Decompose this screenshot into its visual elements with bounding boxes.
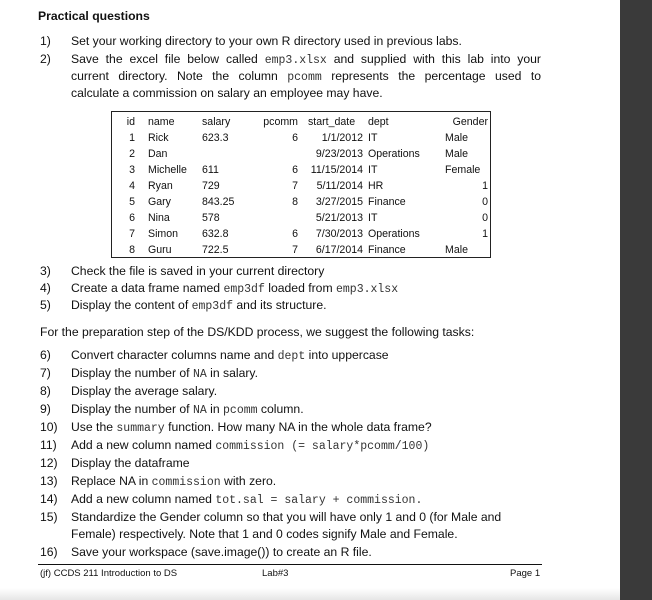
table-cell-gender: 1 <box>482 180 488 192</box>
table-header-dept: dept <box>368 116 389 128</box>
table-cell-name: Michelle <box>148 164 187 176</box>
table-cell-dept: Operations <box>368 228 420 240</box>
item-11-number: 11) <box>40 438 57 452</box>
table-cell-dept: Operations <box>368 148 420 160</box>
table-cell-name: Rick <box>148 132 169 144</box>
table-cell-id: 2 <box>129 148 135 160</box>
table-cell-gender: 0 <box>482 212 488 224</box>
item-2-line-2: current directory. Note the column pcomm represents the percentage used to <box>71 69 541 84</box>
table-cell-salary: 722.5 <box>202 244 229 256</box>
table-cell-name: Ryan <box>148 180 173 192</box>
table-cell-pcomm: 7 <box>292 244 298 256</box>
item-5-text: Display the content of emp3df and its structure. <box>71 298 327 313</box>
table-cell-id: 7 <box>129 228 135 240</box>
table-cell-pcomm: 6 <box>292 164 298 176</box>
table-cell-name: Guru <box>148 244 172 256</box>
table-cell-salary: 843.25 <box>202 196 235 208</box>
table-cell-name: Simon <box>148 228 179 240</box>
table-cell-id: 1 <box>129 132 135 144</box>
item-7-number: 7) <box>40 366 51 380</box>
table-cell-gender: Female <box>445 164 481 176</box>
item-12-text: Display the dataframe <box>71 456 190 470</box>
table-header-id: id <box>126 116 135 128</box>
item-7-text: Display the number of NA in salary. <box>71 366 258 381</box>
table-cell-pcomm: 8 <box>292 196 298 208</box>
footer-center: Lab#3 <box>262 568 289 579</box>
table-cell-salary: 623.3 <box>202 132 229 144</box>
item-6-text: Convert character columns name and dept into uppercase <box>71 348 389 363</box>
table-cell-id: 5 <box>129 196 135 208</box>
footer-right: Page 1 <box>510 568 541 579</box>
table-cell-gender: 0 <box>482 196 488 208</box>
item-4-text: Create a data frame named emp3df loaded from emp3.xlsx <box>71 281 399 296</box>
item-13-text: Replace NA in commission with zero. <box>71 474 277 489</box>
table-cell-salary: 578 <box>202 212 220 224</box>
table-cell-gender: Male <box>445 132 468 144</box>
table-cell-pcomm: 6 <box>292 228 298 240</box>
table-header-salary: salary <box>202 116 231 128</box>
table-header-name: name <box>148 116 175 128</box>
table-cell-dept: IT <box>368 212 378 224</box>
item-11-text: Add a new column named commission (= salary*pcomm/100) <box>71 438 430 453</box>
item-9-text: Display the number of NA in pcomm column. <box>71 402 304 417</box>
table-cell-name: Gary <box>148 196 171 208</box>
table-cell-salary: 729 <box>202 180 220 192</box>
viewer-scroll-area[interactable] <box>620 0 652 600</box>
table-cell-start-date: 5/21/2013 <box>315 212 363 224</box>
table-header-pcomm: pcomm <box>263 116 298 128</box>
table-cell-id: 6 <box>129 212 135 224</box>
table-cell-start-date: 1/1/2012 <box>321 132 363 144</box>
table-header-gender: Gender <box>452 116 488 128</box>
table-cell-gender: Male <box>445 148 468 160</box>
table-cell-start-date: 7/30/2013 <box>315 228 363 240</box>
item-15-line-1: Standardize the Gender column so that you will have only 1 and 0 (for Male and <box>71 510 502 524</box>
table-header-start-date: start_date <box>308 116 356 128</box>
item-13-number: 13) <box>40 474 58 488</box>
table-cell-pcomm: 6 <box>292 132 298 144</box>
item-9-number: 9) <box>40 402 51 416</box>
table-cell-gender: 1 <box>482 228 488 240</box>
table-cell-name: Nina <box>148 212 170 224</box>
footer-divider <box>38 564 542 565</box>
item-16-text: Save your workspace (save.image()) to create an R file. <box>71 545 372 559</box>
item-3-text: Check the file is saved in your current directory <box>71 264 325 278</box>
footer-left: (jf) CCDS 211 Introduction to DS <box>40 568 178 579</box>
item-8-text: Display the average salary. <box>71 384 218 398</box>
item-2-line-1: Save the excel file below called emp3.xlsx and supplied with this lab into your <box>71 52 541 67</box>
item-16-number: 16) <box>40 545 58 559</box>
item-15-line-2: Female) respectively. Note that 1 and 0 codes signify Male and Female. <box>71 527 458 541</box>
table-cell-id: 8 <box>129 244 135 256</box>
table-cell-start-date: 11/15/2014 <box>310 164 363 176</box>
table-cell-name: Dan <box>148 148 168 160</box>
table-cell-salary: 611 <box>202 164 219 176</box>
table-cell-dept: HR <box>368 180 384 192</box>
table-cell-dept: Finance <box>368 196 406 208</box>
item-2-number: 2) <box>40 52 51 66</box>
item-8-number: 8) <box>40 384 51 398</box>
item-1-number: 1) <box>40 34 51 48</box>
table-cell-start-date: 3/27/2015 <box>315 196 363 208</box>
table-cell-id: 4 <box>129 180 135 192</box>
employee-table <box>111 111 491 258</box>
table-cell-pcomm: 7 <box>292 180 298 192</box>
item-2-line-3: calculate a commission on salary an employee may have. <box>71 86 383 100</box>
table-cell-salary: 632.8 <box>202 228 229 240</box>
item-12-number: 12) <box>40 456 58 470</box>
table-cell-start-date: 9/23/2013 <box>315 148 363 160</box>
prep-intro: For the preparation step of the DS/KDD process, we suggest the following tasks: <box>40 325 475 339</box>
item-5-number: 5) <box>40 298 51 312</box>
item-6-number: 6) <box>40 348 51 362</box>
table-cell-start-date: 5/11/2014 <box>316 180 363 192</box>
table-cell-start-date: 6/17/2014 <box>315 244 363 256</box>
item-10-number: 10) <box>40 420 58 434</box>
item-1-text: Set your working directory to your own R directory used in previous labs. <box>71 34 462 48</box>
item-15-number: 15) <box>40 510 58 524</box>
item-3-number: 3) <box>40 264 51 278</box>
table-cell-id: 3 <box>129 164 135 176</box>
heading: Practical questions <box>38 9 150 23</box>
item-14-text: Add a new column named tot.sal = salary + commission. <box>71 492 423 507</box>
table-cell-dept: Finance <box>368 244 406 256</box>
page-bottom-shadow <box>0 588 620 600</box>
table-cell-dept: IT <box>368 164 378 176</box>
item-4-number: 4) <box>40 281 51 295</box>
table-cell-dept: IT <box>368 132 378 144</box>
item-14-number: 14) <box>40 492 58 506</box>
item-10-text: Use the summary function. How many NA in the whole data frame? <box>71 420 432 435</box>
table-cell-gender: Male <box>445 244 468 256</box>
